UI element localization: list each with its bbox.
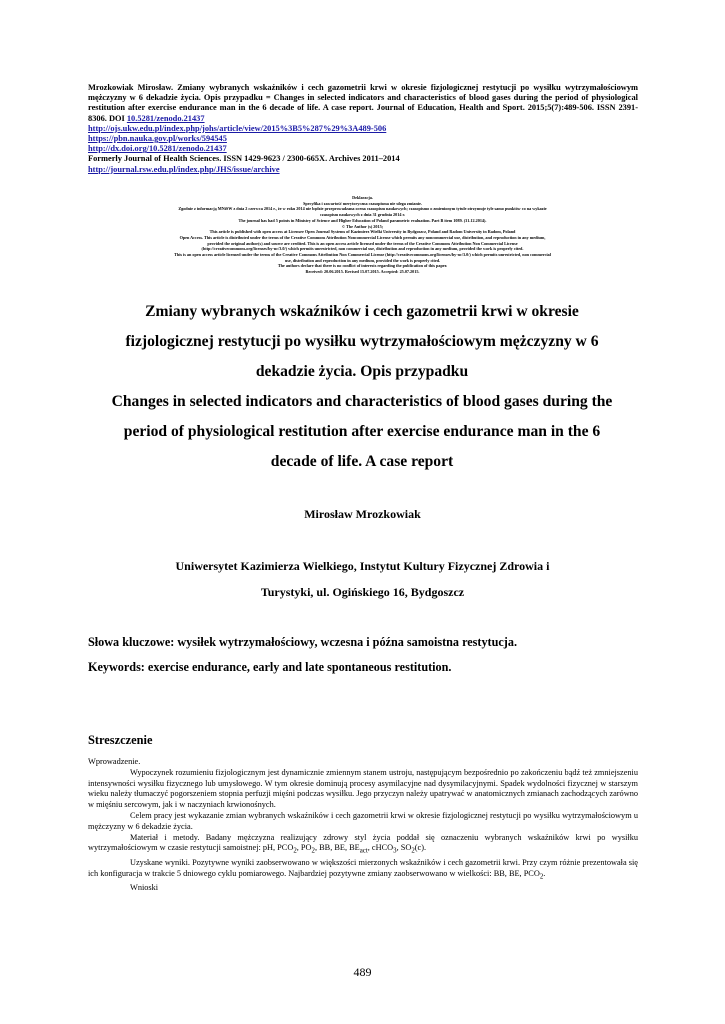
keywords-block (88, 630, 648, 680)
title-line: Zmiany wybranych wskaźników i cech gazometrii krwi w okresie (145, 303, 579, 320)
doi-link[interactable]: 10.5281/zenodo.21437 (126, 113, 205, 123)
affiliation-line: Turystyki, ul. Ogińskiego 16, Bydgoszcz (260, 585, 465, 599)
ojs-article-link[interactable]: http://ojs.ukw.edu.pl/index.php/johs/article/view/2015%3B5%287%29%3A489-506 (88, 123, 387, 133)
note-line: Open Access. This article is distributed under the terms of the Creative Commons Attribution Noncommercial License which permits any noncommercial use, distribution, and reproduction in any medium, (179, 234, 546, 240)
title-line: Changes in selected indicators and characteristics of blood gases during the (111, 393, 613, 410)
keywords-english: Keywords: exercise endurance, early and late spontaneous restitution. (88, 660, 452, 674)
citation-block (88, 83, 638, 175)
note-line: provided the original author(s) and source are credited. This is an open access article licensed under the terms of the Creative Commons Attribution Non Commercial License (207, 240, 518, 246)
note-line: The journal has had 5 points in Ministry of Science and Higher Education of Poland parametric evaluation. Part B item 1089. (31.12.2014). (238, 217, 487, 223)
pbn-works-link[interactable]: https://pbn.nauka.gov.pl/works/594545 (88, 134, 227, 144)
declaration-notes (60, 195, 665, 275)
note-line: The authors declare that there is no conflict of interests regarding the publication of this paper. (277, 263, 448, 269)
page-number: 489 (353, 965, 372, 979)
note-line: Zgodnie z informacją MNiSW z dnia 2 czerwca 2014 r., że w roku 2014 nie będzie przeprowadzana ocena czasopism naukowych; czasopismo o zmienionym tytule otrzymuje tyle samo punktów co na wykazie (178, 206, 547, 212)
note-line: Deklaracja. (352, 195, 373, 200)
note-line: © The Author (s) 2015; (341, 223, 384, 229)
aim-paragraph: Celem pracy jest wykazanie zmian wybranych wskaźników i cech gazometrii krwi w okresie fizjologicznej restytucji po wysiłku wytrzymałościowym u mężczyzny w 6 dekadzie życia. (88, 810, 638, 831)
title-line: period of physiological restitution after exercise endurance man in the 6 (123, 423, 601, 440)
results-paragraph: Uzyskane wyniki. Pozytywne wyniki zaobserwowano w większości mierzonych wskaźników i cech gazometrii krwi. Przy czym różnie prezentowała się ich konfiguracja w trakcie 5 dniowego cyklu pomiarowego. Najbardziej pozytywne zmiany zaobserwowano w wielkości: BB, BE, $PCO_2$. (88, 857, 638, 881)
title-line: fizjologicznej restytucji po wysiłku wytrzymałościowym mężczyzny w 6 (125, 333, 599, 350)
affiliation-line: Uniwersytet Kazimierza Wielkiego, Instytut Kultury Fizycznej Zdrowia i (175, 559, 550, 573)
note-line: Received: 20.06.2015. Revised 15.07.2015. Accepted: 25.07.2015. (305, 269, 420, 275)
article-title (78, 297, 646, 477)
dx-doi-link[interactable]: http://dx.doi.org/10.5281/zenodo.21437 (88, 144, 227, 154)
citation-text: Mrozkowiak Mirosław. Zmiany wybranych wskaźników i cech gazometrii krwi w okresie fizjologicznej restytucji po wysiłku wytrzymałościowym mężczyzny w 6 dekadzie życia. Opis przypadku = Changes in selected indicators and characteristics of blood gases during the period of physiological restitution after exercise endurance man in the 6 decade of life. A case report. Journal of Education, Health and Sport. 2015;5(7):489-506. ISSN 2391-8306. DOI (88, 83, 638, 123)
conclusions-label: Wnioski (130, 883, 159, 893)
note-line: czasopism naukowych z dnia 31 grudnia 2014 r. (319, 212, 405, 218)
methods-paragraph: Materiał i metody. Badany mężczyzna realizujący zdrowy styl życia poddał się oznaczeniu wybranych wskaźników krwi po wysiłku wytrzymałościowym w czasie restytucji samoistnej: pH, $PCO_2$, $PO_2$, BB, BE, $BE_{act}$, cHCO$_3$, $SO_2(c)$. (88, 832, 638, 856)
note-line: use, distribution and reproduction in any medium, provided the work is properly cited. (284, 257, 441, 263)
author-name: Mirosław Mrozkowiak (304, 507, 421, 521)
note-line: Specyfika i zawartość merytoryczna czasopisma nie ulega zmianie. (303, 200, 422, 206)
affiliation (90, 553, 635, 605)
title-line: decade of life. A case report (270, 453, 454, 470)
abstract-body (88, 757, 638, 894)
keywords-polish: Słowa kluczowe: wysiłek wytrzymałościowy, wczesna i późna samoistna restytucja. (88, 635, 518, 649)
note-line: This article is published with open access at Licensee Open Journal Systems of Kazimierz Wielki University in Bydgoszcz, Poland and Radom University in Radom, Poland (209, 229, 516, 235)
note-line: This is an open access article licensed under the terms of the Creative Commons Attribution Non Commercial License (http://creativecommons.org/licenses/by-nc/3.0/) which permits unrestricted, non commercial (174, 252, 551, 258)
intro-label: Wprowadzenie. (88, 757, 141, 766)
formerly-line: Formerly Journal of Health Sciences. ISSN 1429-9623 / 2300-665X. Archives 2011–2014 (88, 154, 400, 164)
abstract-heading: Streszczenie (88, 733, 153, 747)
title-line: dekadzie życia. Opis przypadku (255, 363, 469, 380)
note-line: (http://creativecommons.org/licenses/by-nc/3.0/) which permits unrestricted, non commercial use, distribution and reproduction in any medium, provided the work is properly cited. (201, 246, 524, 252)
jhs-archive-link[interactable]: http://journal.rsw.edu.pl/index.php/JHS/issue/archive (88, 164, 280, 174)
intro-paragraph: Wypoczynek rozumieniu fizjologicznym jest dynamicznie zmiennym stanem ustroju, następującym bezpośrednio po zakończeniu bądź też zmniejszeniu intensywności wysiłku fizycznego lub umysłowego. W tym okresie dominują procesy asymilacyjne nad dysymilacyjnymi. Spadek wydolności fizycznej w starszym wieku należy tłumaczyć pogorszeniem stopnia perfuzji mięśni podczas wysiłku. Jego przyczyn należy upatrywać w anatomicznych zmianach zachodzących zarówno w mięśniu sercowym, jak i w naczyniach krwionośnych. (88, 767, 638, 810)
